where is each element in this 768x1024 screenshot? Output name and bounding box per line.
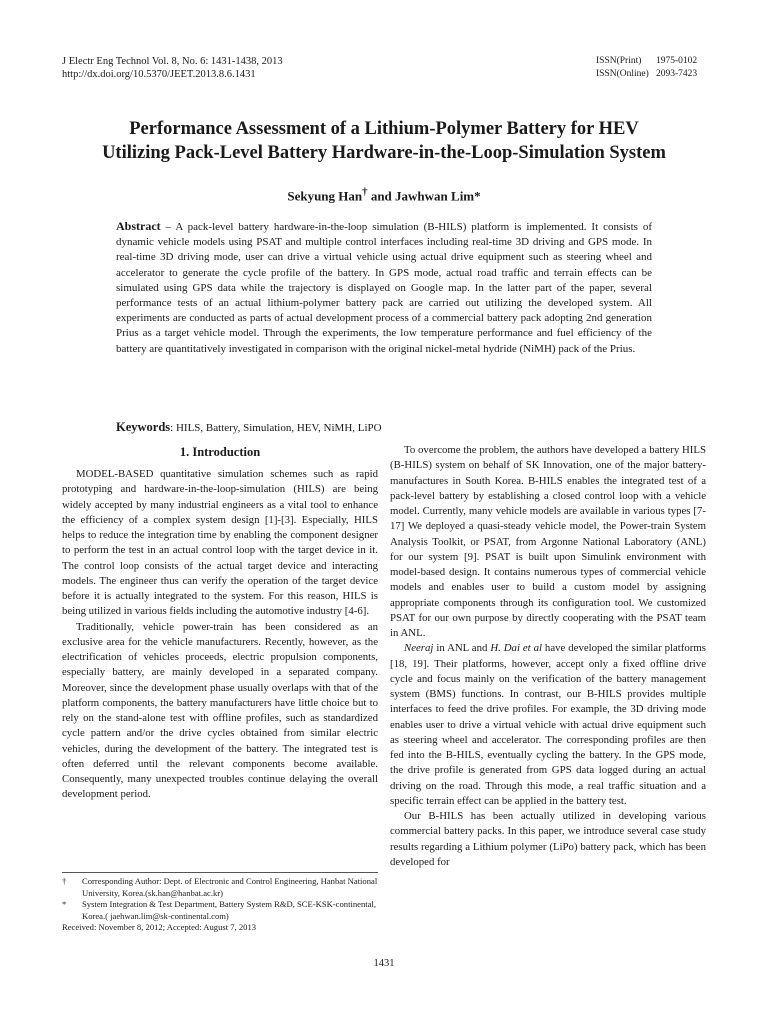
- footnote-1-mark: †: [62, 876, 67, 886]
- author-1-mark: †: [362, 186, 368, 198]
- doi-link[interactable]: http://dx.doi.org/10.5370/JEET.2013.8.6.1431: [62, 69, 256, 80]
- footnote-2-mark: *: [62, 899, 67, 909]
- paragraph-4-body: have developed the similar platforms [18, 19]. Their platforms, however, accept only a fixed offline drive cycle and focus mainly on the verification of the battery management system (BMS) functions. In contrast, our B-HILS provides multiple interfaces to feed the drive profiles. For example, the 3D driving mode enables user to drive a virtual vehicle with actual drive equipment such as steering wheel and accelerator. The corresponding profiles are then fed into the B-HILS, eventually cycling the battery. In the GPS mode, the drive profile is generated from GPS data logged during an actual driving on the road. Through this mode, a real traffic situation and a specific terrain effect can be applied in the battery test.: [390, 642, 706, 807]
- title-line-1: Performance Assessment of a Lithium-Polymer Battery for HEV: [129, 119, 639, 139]
- abstract: [116, 219, 652, 357]
- abstract-label: Abstract: [116, 219, 161, 233]
- issn-print: 1975-0102: [656, 56, 698, 66]
- right-column: [390, 443, 706, 870]
- footnote-2-text: System Integration & Test Department, Battery System R&D, SCE-KSK-continental, Korea.( jaehwan.lim@sk-continental.com): [82, 899, 377, 921]
- title-line-2: Utilizing Pack-Level Battery Hardware-in-the-Loop-Simulation System: [102, 143, 666, 163]
- cited-author-2: H. Dai et al: [490, 642, 542, 655]
- issn-block: [596, 55, 697, 81]
- keywords: [116, 420, 382, 435]
- intro-paragraph-3: To overcome the problem, the authors have developed a battery HILS (B-HILS) system on behalf of SK Innovation, one of the major battery-manufactures in South Korea. B-HILS enables the integrated test of a pack-level battery by establishing a closed control loop with a vehicle model. Currently, many vehicle models are available in various types [7-17] We deployed a quasi-steady vehicle model, the Power-train System Analysis Toolkit, or PSAT, from Argonne National Laboratory (ANL) for our system [9]. PSAT is built upon Simulink environment with model-based design. It contains numerous types of commercial vehicle models and enables user to build a custom model by assigning appropriate components through its configuration tool. We customized PSAT for our own purpose by directly cooperating with the PSAT team in ANL.: [390, 444, 706, 639]
- issn-online-label: ISSN(Online): [596, 69, 649, 79]
- received-text: Received: November 8, 2012; Accepted: August 7, 2013: [62, 922, 257, 932]
- abstract-dash: –: [160, 221, 176, 233]
- intro-paragraph-1: MODEL-BASED quantitative simulation schemes such as rapid prototyping and hardware-in-the-loop-simulation (HILS) are being widely accepted by many industrial engineers as a vital tool to enhance the efficiency of a complex system design [1]-[3]. Especially, HILS helps to reduce the integration time by enabling the component designer to perform the test in an actual control loop with the target device in it. The control loop consists of the actual target device and interacting models. The engineer thus can verify the operation of the target device before it is actually integrated to the system. For this reason, HILS is being utilized in various fields including the automotive industry [4-6].: [62, 468, 378, 618]
- received-dates: [62, 922, 378, 934]
- footnote-1-text: Corresponding Author: Dept. of Electronic and Control Engineering, Hanbat National University, Korea.(sk.han@hanbat.ac.kr): [82, 876, 378, 898]
- cited-author-1: Neeraj: [404, 642, 434, 655]
- keywords-label: Keywords: [116, 420, 171, 434]
- author-1: Sekyung Han: [287, 188, 363, 204]
- page-number: 1431: [373, 958, 395, 969]
- issn-online: 2093-7423: [656, 69, 698, 79]
- footnote-divider: [62, 872, 378, 873]
- intro-paragraph-2: Traditionally, vehicle power-train has been considered as an exclusive area for the vehicle manufacturers. Recently, however, as the electrification of vehicles proceeds, electric propulsion components, especially battery, are mainly developed in a separated company. Moreover, since the development phase usually overlaps with that of the platform components, the battery manufacturers have little choice but to rely on the stand-alone test with offline profiles, such as standardized cycle pattern and/or the drive cycles obtained from similar electric vehicles, during the development of the battery. The integrated test is often deferred until the relevant components become available. Consequently, many unexpected troubles continue delaying the overall development period.: [62, 620, 378, 801]
- keywords-text: : HILS, Battery, Simulation, HEV, NiMH, LiPO: [170, 422, 382, 434]
- issn-print-label: ISSN(Print): [596, 56, 642, 66]
- left-column: [62, 467, 378, 803]
- footnote-second-author: [62, 899, 378, 922]
- intro-paragraph-5: Our B-HILS has been actually utilized in developing various commercial battery packs. In this paper, we introduce several case study results regarding a Lithium polymer (LiPo) battery pack, which has been developed for: [390, 810, 706, 868]
- authors: [0, 186, 768, 204]
- section-heading-introduction: 1. Introduction: [179, 445, 261, 459]
- journal-header: [62, 55, 283, 81]
- intro-paragraph-4: [390, 641, 706, 809]
- abstract-text: A pack-level battery hardware-in-the-loop simulation (B-HILS) platform is implemented. It consists of dynamic vehicle models using PSAT and multiple control interfaces including real-time 3D driving and GPS mode. In real-time 3D driving mode, user can drive a virtual vehicle using actual drive equipment such as steering wheel and accelerator to generate the cycle profile of the battery. In GPS mode, actual road traffic and terrain effects can be simulated using GPS data while the trajectory is displayed on Google map. In the latter part of the paper, several performance tests of an actual lithium-polymer battery pack are carried out utilizing the developed system. All experiments are conducted as parts of actual development process of a commercial battery pack adopting 2nd generation Prius as a target vehicle model. Through the experiments, the low temperature performance and fuel efficiency of the battery are quantitatively investigated in comparison with the original nickel-metal hydride (NiMH) pack of the Prius.: [116, 221, 652, 355]
- author-conjunction: and: [367, 188, 396, 204]
- author-2: Jawhwan Lim: [395, 188, 475, 204]
- paragraph-4-connector: in ANL and: [433, 642, 491, 655]
- paper-title: [40, 117, 728, 165]
- journal-citation: J Electr Eng Technol Vol. 8, No. 6: 1431-1438, 2013: [62, 56, 283, 67]
- author-2-mark: *: [474, 188, 481, 204]
- footnote-corresponding-author: [62, 876, 378, 899]
